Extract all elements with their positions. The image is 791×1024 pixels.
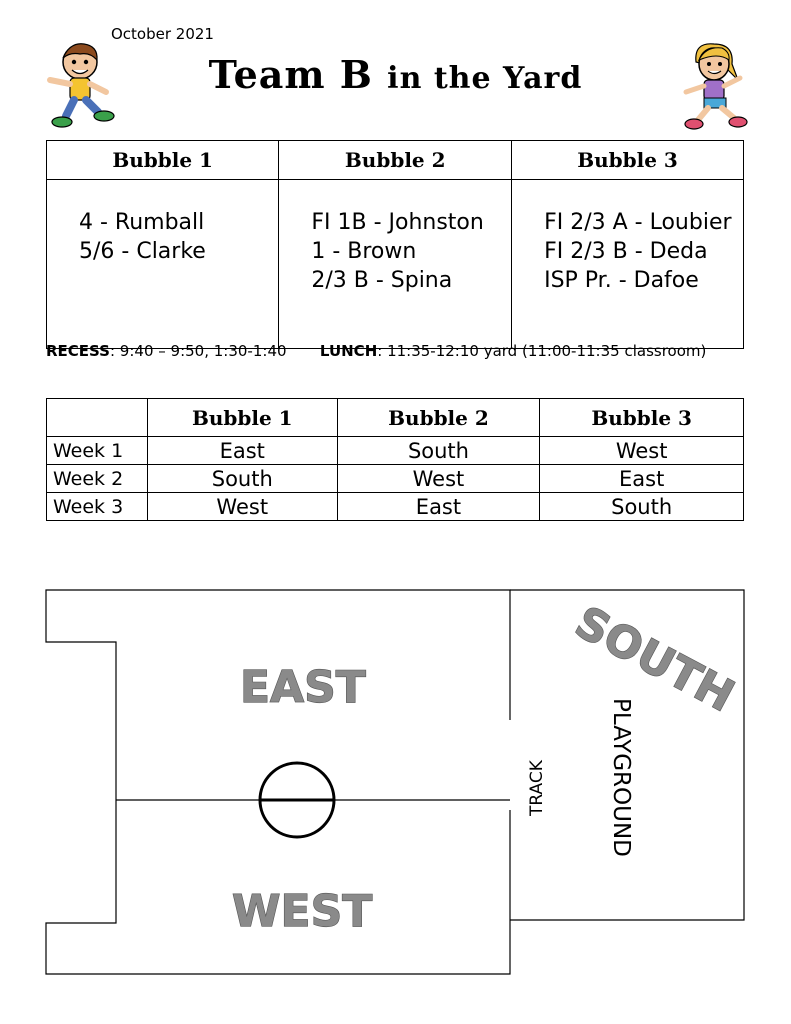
- column-header: Bubble 2: [337, 399, 540, 437]
- table-cell: West: [147, 493, 337, 521]
- class-entry: 2/3 B - Spina: [311, 268, 453, 293]
- class-entry: FI 1B - Johnston: [311, 210, 484, 235]
- week-label: Week 2: [47, 465, 148, 493]
- lunch-label: LUNCH: [319, 342, 378, 360]
- table-header-row: [47, 399, 744, 437]
- class-entry: FI 2/3 B - Deda: [544, 239, 708, 264]
- table-row: [47, 493, 744, 521]
- table-cell: East: [147, 437, 337, 465]
- table-cell: East: [337, 493, 540, 521]
- running-girl-icon: [678, 40, 750, 132]
- title-main: Team B: [208, 52, 373, 97]
- table-cell: South: [147, 465, 337, 493]
- table-cell: West: [540, 437, 744, 465]
- date-label: October 2021: [111, 25, 214, 43]
- east-zone-label: EAST: [240, 662, 366, 713]
- class-entry: FI 2/3 A - Loubier: [544, 210, 732, 235]
- week-label: Week 3: [47, 493, 148, 521]
- lunch-value: : 11:35-12:10 yard (11:00-11:35 classroom): [377, 342, 707, 360]
- bubbles-table: [46, 140, 744, 349]
- empty-header: [47, 399, 148, 437]
- south-zone-label: SOUTH: [566, 596, 743, 723]
- bubble-2-classes: [279, 180, 512, 349]
- column-header: Bubble 2: [279, 141, 512, 180]
- column-header: Bubble 3: [540, 399, 744, 437]
- class-entry: 4 - Rumball: [79, 210, 205, 235]
- schedule-table: [46, 398, 744, 521]
- recess-value: : 9:40 – 9:50, 1:30-1:40: [109, 342, 287, 360]
- playground-label: PLAYGROUND: [608, 698, 634, 857]
- recess-label: RECESS: [46, 342, 110, 360]
- class-entry: ISP Pr. - Dafoe: [544, 268, 699, 293]
- page-title: [0, 52, 791, 97]
- week-label: Week 1: [47, 437, 148, 465]
- column-header: Bubble 3: [512, 141, 744, 180]
- track-label: TRACK: [527, 760, 547, 816]
- table-row: [47, 465, 744, 493]
- column-header: Bubble 1: [47, 141, 279, 180]
- table-cell: East: [540, 465, 744, 493]
- bubble-3-classes: [512, 180, 744, 349]
- table-cell: South: [540, 493, 744, 521]
- class-entry: 1 - Brown: [311, 239, 417, 264]
- column-header: Bubble 1: [147, 399, 337, 437]
- table-cell: South: [337, 437, 540, 465]
- table-cell: West: [337, 465, 540, 493]
- yard-map: [0, 580, 791, 1000]
- class-entry: 5/6 - Clarke: [79, 239, 206, 264]
- bubble-1-classes: [47, 180, 279, 349]
- table-row: [47, 180, 744, 349]
- times-line: [46, 342, 706, 360]
- title-rest: in the Yard: [387, 61, 583, 96]
- table-row: [47, 437, 744, 465]
- table-header-row: [47, 141, 744, 180]
- west-zone-label: WEST: [232, 886, 373, 937]
